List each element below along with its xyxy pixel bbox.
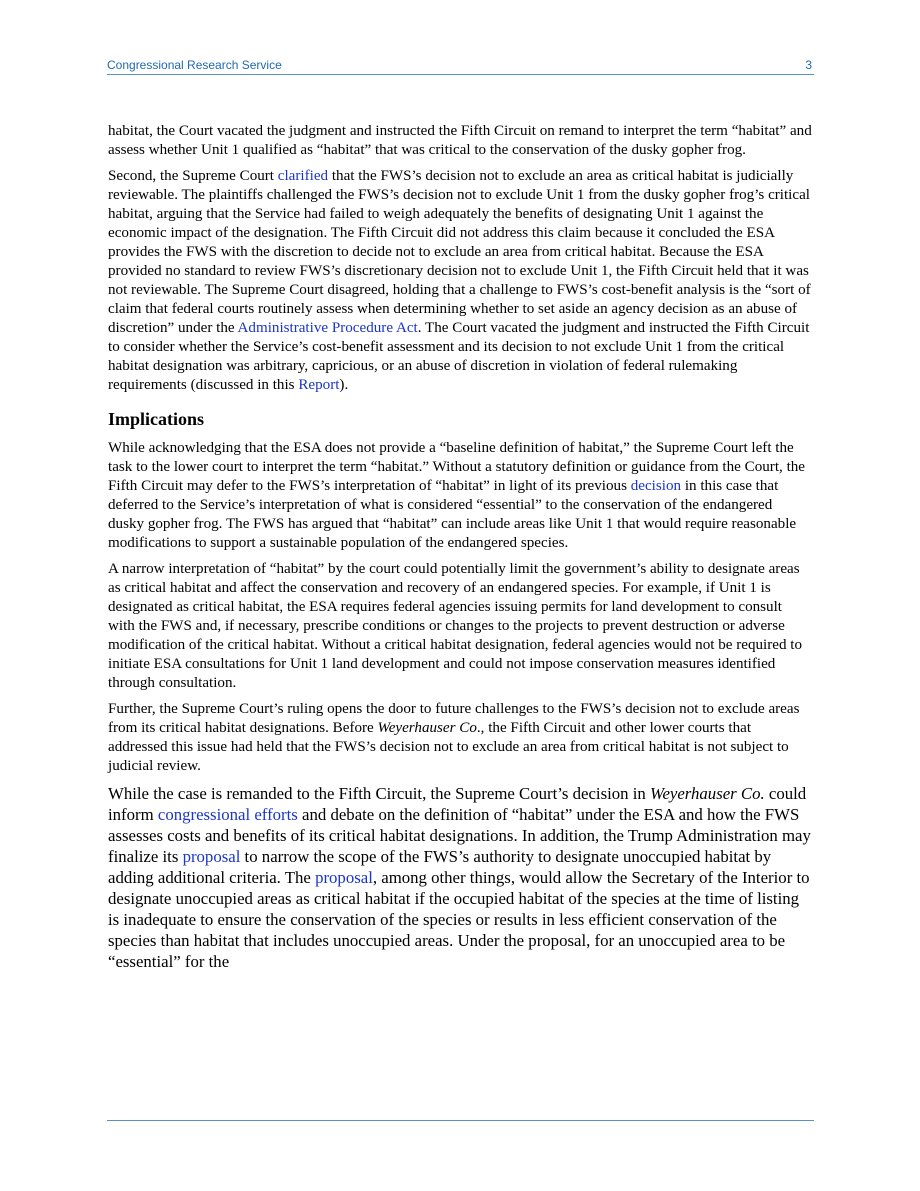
case-name-italic: Weyerhauser Co. — [650, 784, 765, 803]
page-number: 3 — [805, 58, 812, 72]
text-run: that the FWS’s decision not to exclude an area as critical habitat is judicially reviewable. The plaintiffs challenged the FWS’s decision not to exclude Unit 1 from the dusky gopher frog’s critical habitat, arguing that the Service had failed to weigh adequately the benefits of designating Unit 1 against the economic impact of the designation. The Fifth Circuit did not address this claim because it concluded the ESA provides the FWS with the discretion to decide not to exclude an area from critical habitat. Because the ESA provided no standard to review FWS’s discretionary decision not to exclude Unit 1, the Fifth Circuit held that it was not reviewable. The Supreme Court disagreed, holding that a challenge to FWS’s cost-benefit analysis is the “sort of claim that federal courts routinely assess when determining whether to set aside an agency decision as an abuse of discretion” under the — [108, 168, 811, 336]
header-title: Congressional Research Service — [107, 58, 282, 72]
header-rule — [107, 74, 814, 75]
inline-link[interactable]: congressional efforts — [157, 805, 298, 824]
text-run: While the case is remanded to the Fifth Circuit, the Supreme Court’s decision in — [108, 784, 651, 803]
inline-link[interactable]: Administrative Procedure Act — [237, 320, 418, 336]
page-header — [107, 58, 814, 74]
intro-paragraphs — [108, 122, 812, 395]
text-run: to narrow the scope of the FWS’s authority to designate unoccupied habitat by adding additional criteria. The — [108, 847, 772, 887]
text-run: and debate on the definition of “habitat” under the ESA and how the FWS assesses costs and benefits of its critical habitat designations. In addition, the Trump Administration may finalize its — [108, 805, 811, 866]
inline-link[interactable]: decision — [630, 478, 682, 494]
text-run: . The Court vacated the judgment and instructed the Fifth Circuit to consider whether the Service’s cost-benefit assessment and its decision to not exclude Unit 1 from the critical habitat designation was arbitrary, capricious, or an abuse of discretion in violation of federal rulemaking requirements (discussed in this — [108, 320, 810, 393]
footer-rule — [107, 1120, 814, 1121]
case-name-italic: Weyerhauser Co — [377, 720, 477, 736]
paragraph — [108, 560, 812, 693]
paragraph — [108, 783, 812, 972]
section-heading: Implications — [108, 409, 205, 429]
text-run: Second, the Supreme Court — [108, 168, 278, 184]
text-run: A narrow interpretation of “habitat” by the court could potentially limit the government’s ability to designate areas as critical habitat and affect the conservation and recovery of an endangered species. For example, if Unit 1 is designated as critical habitat, the ESA requires federal agencies issuing permits for land development to consult with the FWS and, if necessary, prescribe conditions or changes to the projects to prevent destruction or adverse modification of the critical habitat. Without a critical habitat designation, federal agencies would not be required to initiate ESA consultations for Unit 1 land development and could not impose conservation measures identified through consultation. — [108, 561, 803, 691]
text-run: ., the Fifth Circuit and other lower courts that addressed this issue had held that the FWS’s decision not to exclude an area from critical habitat is not subject to judicial review. — [108, 720, 789, 774]
text-run: While acknowledging that the ESA does not provide a “baseline definition of habitat,” the Supreme Court left the task to the lower court to interpret the term “habitat.” Without a statutory definition or guidance from the Court, the Fifth Circuit may defer to the FWS’s interpretation of “habitat” in light of its previous — [108, 440, 806, 494]
paragraph — [108, 439, 812, 553]
implications-paragraphs — [108, 439, 812, 972]
body-content — [108, 122, 812, 979]
inline-link[interactable]: proposal — [315, 868, 373, 887]
paragraph — [108, 167, 812, 395]
paragraph — [108, 700, 812, 776]
inline-link[interactable]: proposal — [182, 847, 241, 866]
text-run: could inform — [108, 784, 807, 824]
text-run: , among other things, would allow the Secretary of the Interior to designate unoccupied areas as critical habitat if the occupied habitat of the species at the time of listing is inadequate to ensure the conservation of the species or results in less efficient conservation of the species than habitat that includes unoccupied areas. Under the proposal, for an unoccupied area to be “essential” for the — [108, 868, 810, 971]
text-run: habitat, the Court vacated the judgment and instructed the Fifth Circuit on remand to interpret the term “habitat” and assess whether Unit 1 qualified as “habitat” that was critical to the conservation of the dusky gopher frog. — [108, 123, 812, 158]
inline-link[interactable]: clarified — [277, 168, 329, 184]
inline-link[interactable]: Report — [298, 377, 340, 393]
text-run: Further, the Supreme Court’s ruling opens the door to future challenges to the FWS’s decision not to exclude areas from its critical habitat designations. Before — [108, 701, 800, 736]
paragraph — [108, 122, 812, 160]
text-run: in this case that deferred to the Service’s interpretation of what is considered “essential” to the conservation of the endangered dusky gopher frog. The FWS has argued that “habitat” can include areas like Unit 1 that would require reasonable modifications to support a sustainable population of the endangered species. — [108, 478, 797, 551]
text-run: ). — [339, 377, 349, 393]
